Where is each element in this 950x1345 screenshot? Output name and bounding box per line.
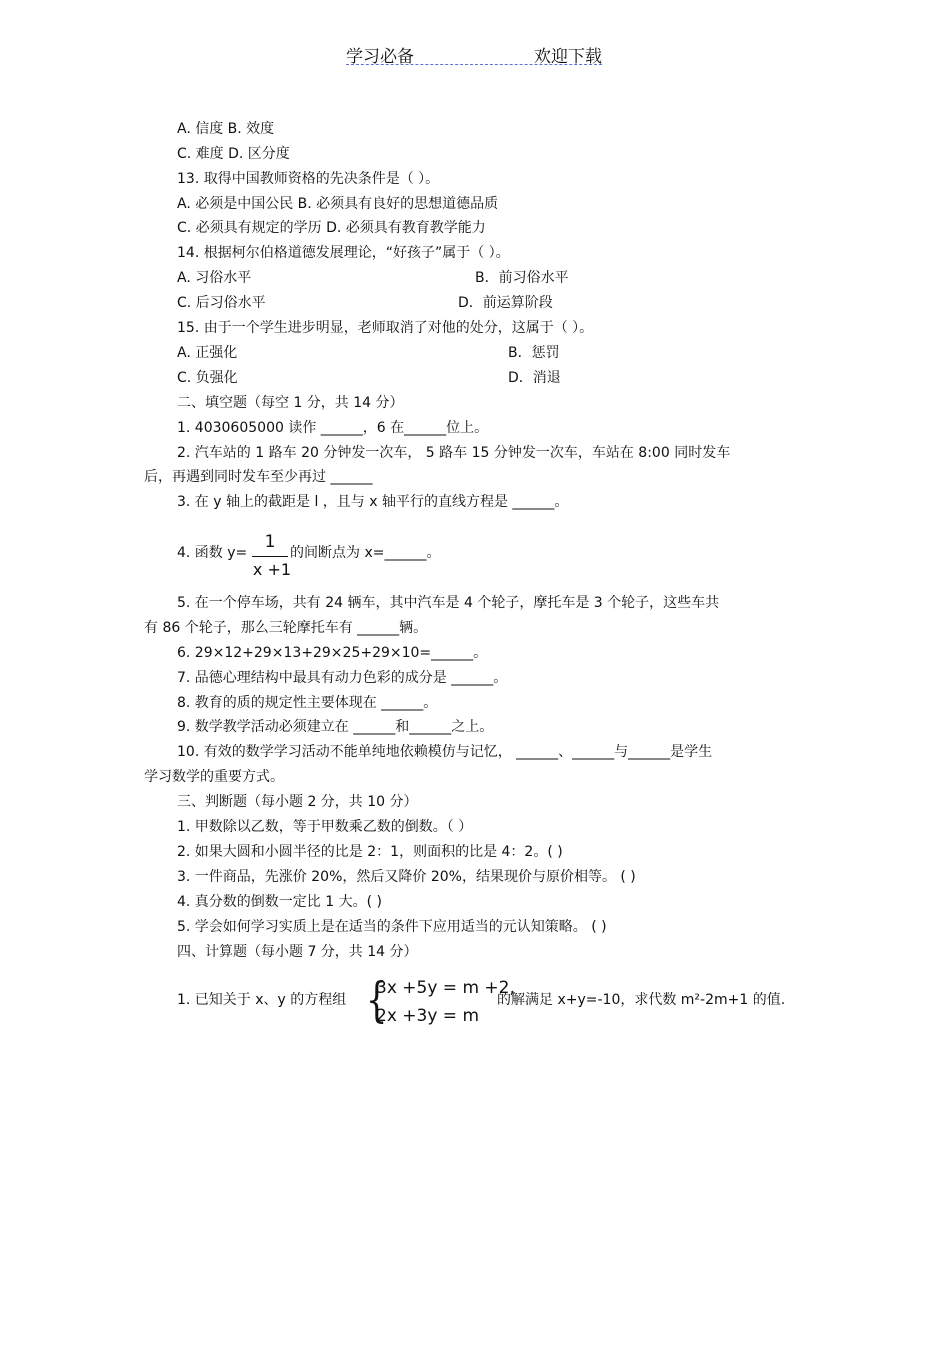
text-line: A. 正强化 (177, 345, 238, 361)
text-line: D．前运算阶段 (458, 295, 553, 311)
text-line: 学习数学的重要方式。 (144, 769, 284, 785)
text-line: A. 习俗水平 (177, 270, 252, 286)
fraction-denominator: x +1 (252, 560, 292, 579)
fraction-numerator: 1 (264, 532, 276, 552)
text-line: 2. 汽车站的 1 路车 20 分钟发一次车， 5 路车 15 分钟发一次车，车站在 8:00 同时发车 (177, 445, 731, 461)
text-line: C. 负强化 (177, 370, 238, 386)
text-line: 1. 甲数除以乙数，等于甲数乘乙数的倒数。（ ） (177, 819, 473, 835)
text-line: 三、判断题（每小题 2 分，共 10 分） (177, 794, 418, 810)
text-line: 5. 学会如何学习实质上是在适当的条件下应用适当的元认知策略。 ( ) (177, 919, 607, 935)
text-line: C. 必须具有规定的学历 D. 必须具有教育教学能力 (177, 220, 486, 236)
text-line: 4. 真分数的倒数一定比 1 大。( ) (177, 894, 382, 910)
text-line: A. 信度 B. 效度 (177, 121, 275, 137)
text-line: 5. 在一个停车场，共有 24 辆车，其中汽车是 4 个轮子，摩托车是 3 个轮子，这些车共 (177, 595, 720, 611)
text-line: C. 后习俗水平 (177, 295, 266, 311)
text-line: 3. 在 y 轴上的截距是 l ，且与 x 轴平行的直线方程是 ______。 (177, 494, 569, 510)
text-line: 10. 有效的数学学习活动不能单纯地依赖模仿与记忆， ______、______与______是学生 (177, 744, 713, 760)
text-line: 8. 教育的质的规定性主要体现在 ______。 (177, 695, 438, 711)
equation-2: 2x +3y = m (376, 1006, 480, 1026)
fraction-bar (252, 556, 288, 557)
text-line: 1. 已知关于 x、y 的方程组 (177, 992, 347, 1008)
text-line: 四、计算题（每小题 7 分，共 14 分） (177, 944, 418, 960)
text-line: 2. 如果大圆和小圆半径的比是 2：1，则面积的比是 4：2。( ) (177, 844, 563, 860)
text-line: 9. 数学教学活动必须建立在 ______和______之上。 (177, 719, 494, 735)
text-line: 有 86 个轮子，那么三轮摩托车有 ______辆。 (144, 620, 428, 636)
header-right: 欢迎下载 (534, 47, 602, 67)
text-line: 的解满足 x+y=-10，求代数 m²-2m+1 的值. (497, 992, 786, 1008)
header-left: 学习必备 (346, 47, 414, 67)
text-line: C. 难度 D. 区分度 (177, 146, 290, 162)
text-line: B．惩罚 (508, 345, 560, 361)
text-line: 的间断点为 x=______。 (290, 545, 441, 561)
text-line: 二、填空题（每空 1 分，共 14 分） (177, 395, 404, 411)
text-line: 15. 由于一个学生进步明显，老师取消了对他的处分，这属于（ ）。 (177, 320, 594, 336)
text-line: A. 必须是中国公民 B. 必须具有良好的思想道德品质 (177, 196, 499, 212)
text-line: D．消退 (508, 370, 561, 386)
text-line: 14. 根据柯尔伯格道德发展理论，“好孩子”属于（ ）。 (177, 245, 510, 261)
text-line: 后，再遇到同时发车至少再过 ______ (144, 469, 373, 485)
text-line: 1. 4030605000 读作 ______，6 在______位上。 (177, 420, 489, 436)
text-line: 3. 一件商品，先涨价 20%，然后又降价 20%，结果现价与原价相等。 ( ) (177, 869, 636, 885)
equation-1: 3x +5y = m +2, (376, 978, 515, 998)
text-line: 4. 函数 y= (177, 545, 248, 561)
text-line: 7. 品德心理结构中最具有动力色彩的成分是 ______。 (177, 670, 508, 686)
text-line: B．前习俗水平 (475, 270, 569, 286)
text-line: 6. 29×12+29×13+29×25+29×10=______。 (177, 645, 488, 661)
brace-symbol: { (366, 972, 388, 1028)
page-header (346, 42, 602, 65)
text-line: 13. 取得中国教师资格的先决条件是（ ）。 (177, 171, 440, 187)
